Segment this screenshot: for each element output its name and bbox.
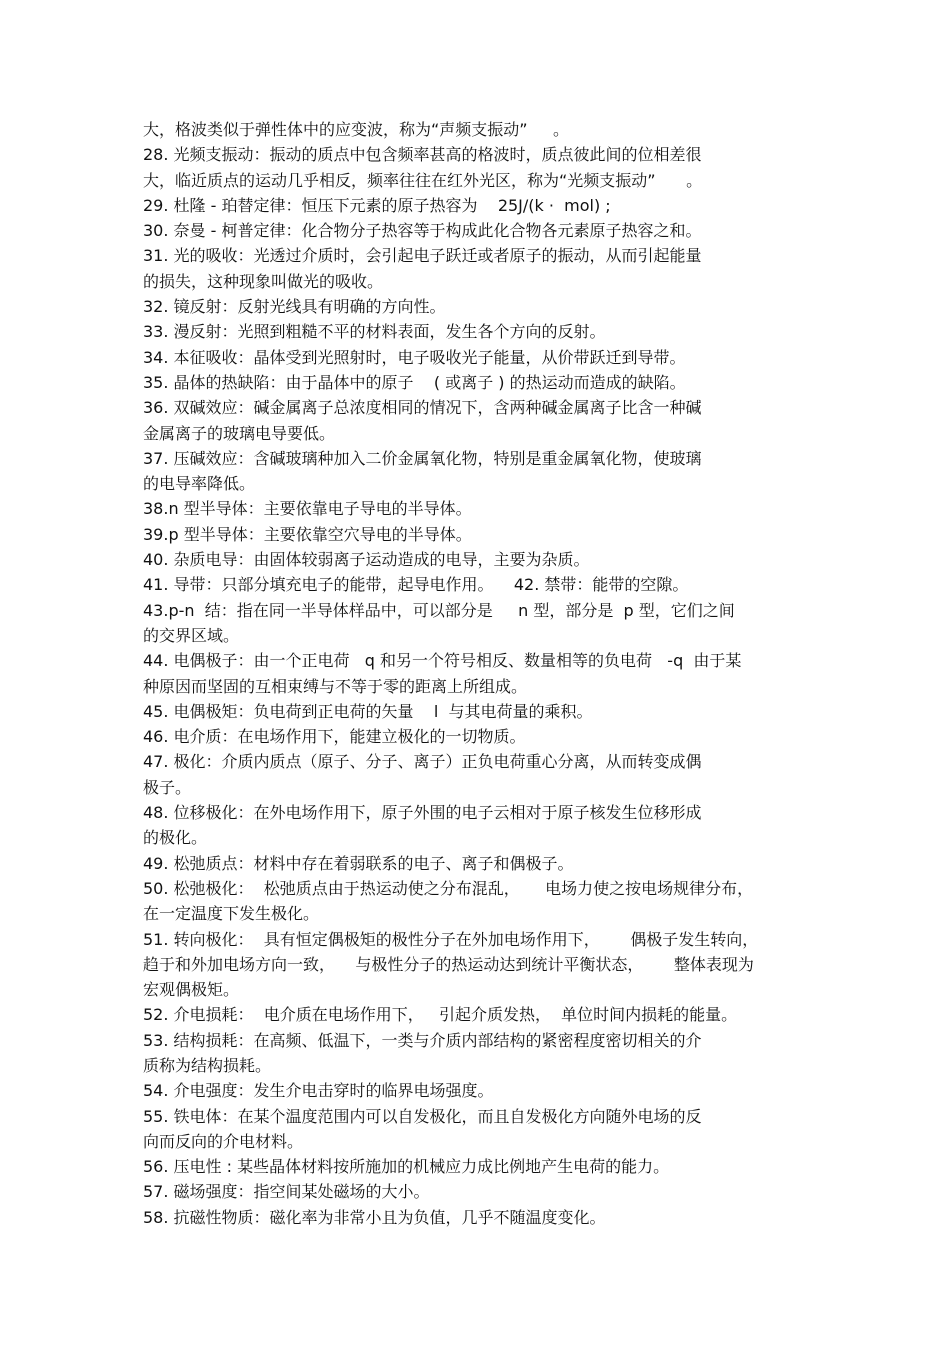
text-line: 28. 光频支振动：振动的质点中包含频率甚高的格波时，质点彼此间的位相差很 — [143, 145, 702, 165]
text-line: 44. 电偶极子：由一个正电荷 q 和另一个符号相反、数量相等的负电荷 -q 由于某 — [143, 651, 742, 671]
text-line: 39.p 型半导体：主要依靠空穴导电的半导体。 — [143, 524, 472, 544]
text-line: 53. 结构损耗：在高频、低温下，一类与介质内部结构的紧密程度密切相关的介 — [143, 1030, 702, 1050]
text-line: 49. 松弛质点：材料中存在着弱联系的电子、离子和偶极子。 — [143, 853, 574, 873]
text-line: 极子。 — [143, 777, 192, 797]
text-line: 47. 极化：介质内质点（原子、分子、离子）正负电荷重心分离，从而转变成偶 — [143, 752, 702, 772]
text-line: 向而反向的介电材料。 — [143, 1131, 304, 1151]
text-line: 32. 镜反射：反射光线具有明确的方向性。 — [143, 297, 446, 317]
text-line: 31. 光的吸收：光透过介质时，会引起电子跃迁或者原子的振动，从而引起能量 — [143, 246, 702, 266]
text-line: 45. 电偶极矩：负电荷到正电荷的矢量 l 与其电荷量的乘积。 — [143, 701, 593, 721]
text-line: 57. 磁场强度：指空间某处磁场的大小。 — [143, 1182, 430, 1202]
text-line: 54. 介电强度：发生介电击穿时的临界电场强度。 — [143, 1081, 494, 1101]
text-line: 的电导率降低。 — [143, 474, 256, 494]
text-line: 38.n 型半导体：主要依靠电子导电的半导体。 — [143, 499, 472, 519]
text-line: 29. 杜隆 - 珀替定律：恒压下元素的原子热容为 25J/(k · mol) ; — [143, 195, 611, 215]
text-line: 30. 奈曼 - 柯普定律：化合物分子热容等于构成此化合物各元素原子热容之和。 — [143, 221, 702, 241]
text-line: 34. 本征吸收：晶体受到光照射时，电子吸收光子能量，从价带跃迁到导带。 — [143, 347, 686, 367]
text-line: 33. 漫反射：光照到粗糙不平的材料表面，发生各个方向的反射。 — [143, 322, 606, 342]
text-line: 58. 抗磁性物质：磁化率为非常小且为负值，几乎不随温度变化。 — [143, 1207, 606, 1227]
text-line: 55. 铁电体：在某个温度范围内可以自发极化，而且自发极化方向随外电场的反 — [143, 1106, 702, 1126]
text-line: 在一定温度下发生极化。 — [143, 904, 320, 924]
text-line: 的损失，这种现象叫做光的吸收。 — [143, 271, 384, 291]
text-line: 36. 双碱效应：碱金属离子总浓度相同的情况下，含两种碱金属离子比含一种碱 — [143, 398, 702, 418]
text-line: 56. 压电性 : 某些晶体材料按所施加的机械应力成比例地产生电荷的能力。 — [143, 1157, 670, 1177]
text-line: 48. 位移极化：在外电场作用下，原子外围的电子云相对于原子核发生位移形成 — [143, 803, 702, 823]
text-line: 46. 电介质：在电场作用下，能建立极化的一切物质。 — [143, 727, 526, 747]
text-line: 52. 介电损耗： 电介质在电场作用下， 引起介质发热， 单位时间内损耗的能量。 — [143, 1005, 738, 1025]
text-line: 51. 转向极化： 具有恒定偶极矩的极性分子在外加电场作用下， 偶极子发生转向， — [143, 929, 759, 949]
text-line: 40. 杂质电导：由固体较弱离子运动造成的电导，主要为杂质。 — [143, 550, 590, 570]
text-line: 金属离子的玻璃电导要低。 — [143, 423, 336, 443]
text-line: 趋于和外加电场方向一致， 与极性分子的热运动达到统计平衡状态， 整体表现为 — [143, 954, 754, 974]
text-line: 43.p-n 结：指在同一半导体样品中，可以部分是 n 型，部分是 p 型，它们之间 — [143, 600, 735, 620]
text-line: 的极化。 — [143, 828, 208, 848]
text-line: 41. 导带：只部分填充电子的能带，起导电作用。 42. 禁带：能带的空隙。 — [143, 575, 689, 595]
text-line: 大，临近质点的运动几乎相反，频率往往在红外光区，称为“光频支振动” 。 — [143, 170, 703, 190]
glossary-text — [143, 117, 813, 1230]
text-line: 质称为结构损耗。 — [143, 1055, 272, 1075]
text-line: 宏观偶极矩。 — [143, 980, 240, 1000]
text-line: 种原因而坚固的互相束缚与不等于零的距离上所组成。 — [143, 676, 528, 696]
text-line: 35. 晶体的热缺陷：由于晶体中的原子 ( 或离子 ) 的热运动而造成的缺陷。 — [143, 372, 686, 392]
text-line: 的交界区域。 — [143, 625, 240, 645]
text-line: 大，格波类似于弹性体中的应变波，称为“声频支振动” 。 — [143, 120, 570, 139]
text-line: 50. 松弛极化： 松弛质点由于热运动使之分布混乱， 电场力使之按电场规律分布， — [143, 878, 754, 898]
text-line: 37. 压碱效应：含碱玻璃种加入二价金属氧化物，特别是重金属氧化物，使玻璃 — [143, 448, 702, 468]
